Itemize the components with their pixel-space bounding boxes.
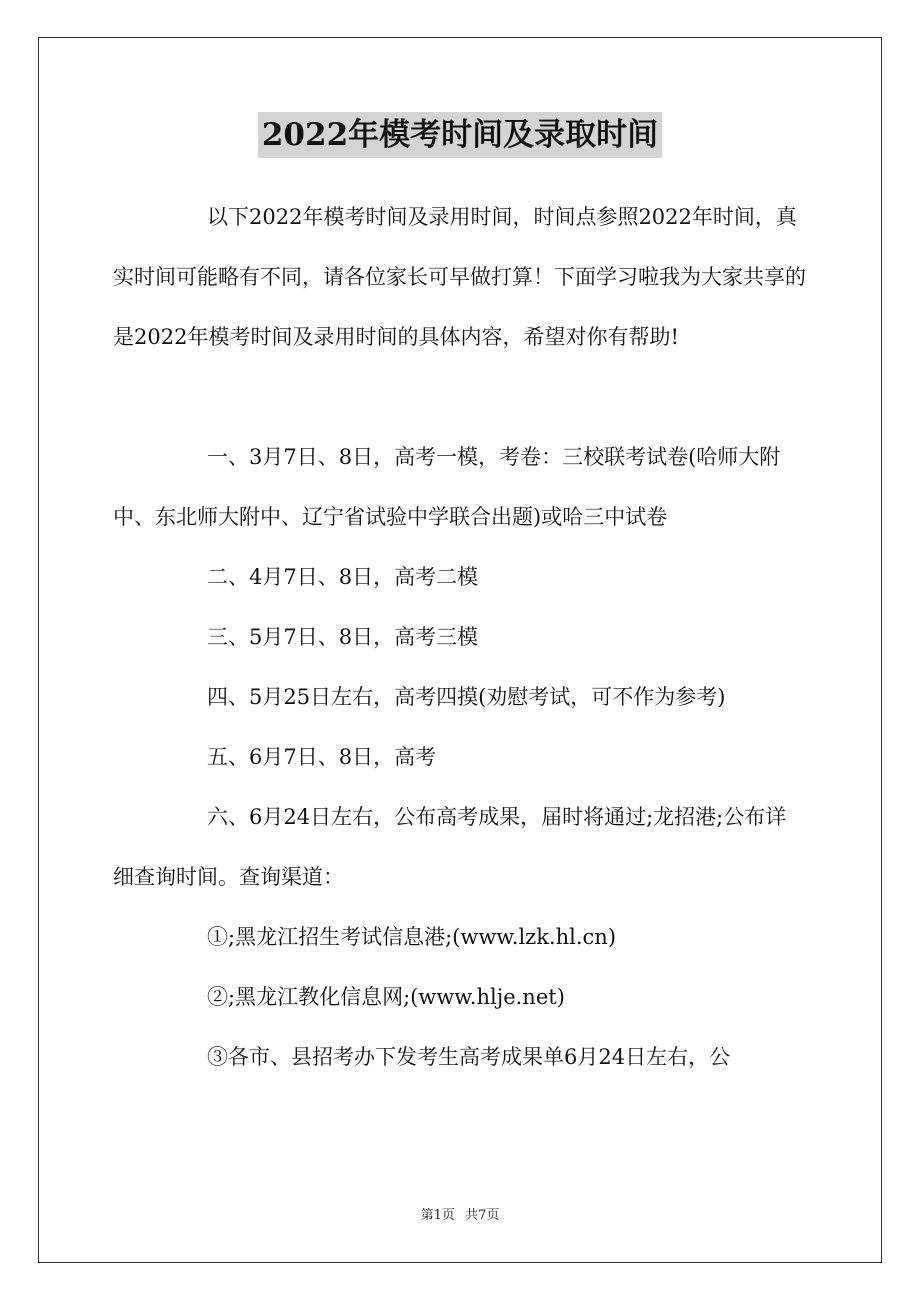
page-total: 共7页	[465, 1208, 500, 1223]
query-channel-1: ①;黑龙江招生考试信息港;(www.lzk.hl.cn)	[207, 925, 617, 949]
schedule-item-5: 五、6月7日、8日，高考	[207, 745, 437, 769]
page-footer	[0, 1207, 920, 1225]
query-channel-2: ②;黑龙江教化信息网;(www.hlje.net)	[207, 985, 565, 1009]
document-title: 2022年模考时间及录取时间	[258, 112, 662, 158]
query-channel-3: ③各市、县招考办下发考生高考成果单6月24日左右，公	[207, 1045, 731, 1069]
schedule-item-6: 六、6月24日左右，公布高考成果，届时将通过;龙招港;公布详细查询时间。查询渠道：	[113, 805, 787, 889]
schedule-item-2: 二、4月7日、8日，高考二模	[207, 565, 479, 589]
intro-paragraph: 以下2022年模考时间及录用时间，时间点参照2022年时间，真实时间可能略有不同，请各位家长可早做打算！下面学习啦我为大家共享的是2022年模考时间及录用时间的具体内容，希望对你有帮助!	[113, 205, 806, 349]
page-number: 第1页	[420, 1208, 455, 1223]
schedule-item-4: 四、5月25日左右，高考四摸(劝慰考试，可不作为参考)	[207, 685, 726, 709]
title-container	[0, 112, 920, 158]
schedule-item-1: 一、3月7日、8日，高考一模，考卷：三校联考试卷(哈师大附中、东北师大附中、辽宁省试验中学联合出题)或哈三中试卷	[113, 445, 781, 529]
schedule-item-3: 三、5月7日、8日，高考三模	[207, 625, 479, 649]
paragraph-spacer	[113, 367, 807, 427]
document-body	[113, 187, 807, 1087]
